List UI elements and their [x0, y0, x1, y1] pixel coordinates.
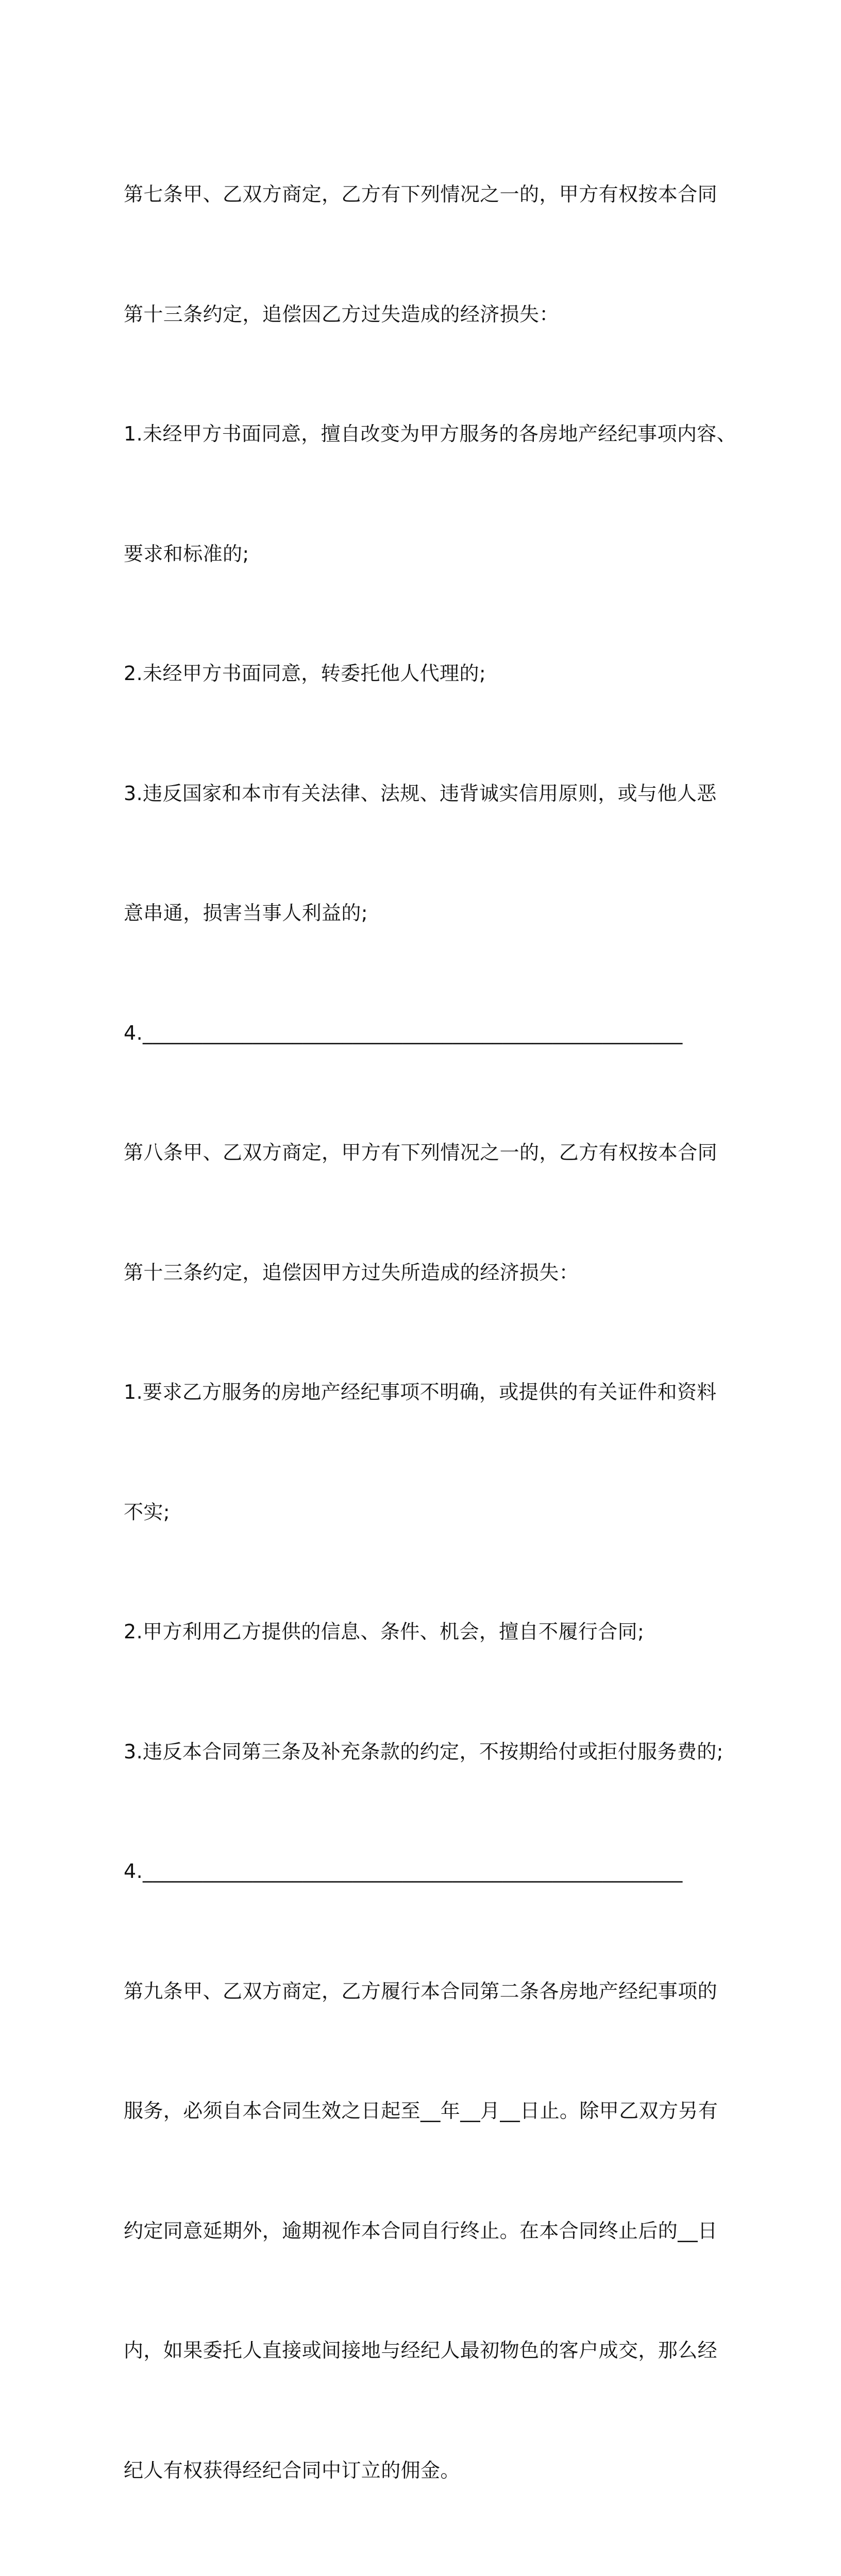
- article-9-line-4: 内，如果委托人直接或间接地与经纪人最初物色的客户成交，那么经: [124, 2339, 718, 2362]
- article-7-line-2: 第十三条约定，追偿因乙方过失造成的经济损失：: [124, 302, 559, 326]
- article-7-item-2: 2.未经甲方书面同意，转委托他人代理的;: [124, 662, 486, 685]
- article-7-line-1: 第七条甲、乙双方商定，乙方有下列情况之一的，甲方有权按本合同: [124, 183, 718, 206]
- article-8-item-4-blank: 4.______________________________________________________: [124, 1860, 683, 1883]
- article-7-item-4-blank: 4.______________________________________________________: [124, 1021, 683, 1044]
- article-7-item-1-line-2: 要求和标准的;: [124, 542, 249, 565]
- article-8-item-3: 3.违反本合同第三条及补充条款的约定，不按期给付或拒付服务费的;: [124, 1740, 724, 1763]
- article-8-item-1-line-1: 1.要求乙方服务的房地产经纪事项不明确，或提供的有关证件和资料: [124, 1381, 717, 1403]
- article-9-line-5: 纪人有权获得经纪合同中订立的佣金。: [124, 2459, 460, 2482]
- article-7-item-3-line-1: 3.违反国家和本市有关法律、法规、违背诚实信用原则，或与他人恶: [124, 782, 717, 805]
- article-9-line-1: 第九条甲、乙双方商定，乙方履行本合同第二条各房地产经纪事项的: [124, 1979, 718, 2003]
- article-10-line-1: [124, 2570, 711, 2576]
- article-9-line-3: 约定同意延期外，逾期视作本合同自行终止。在本合同终止后的__日: [124, 2219, 718, 2242]
- article-8-line-1: 第八条甲、乙双方商定，甲方有下列情况之一的，乙方有权按本合同: [124, 1141, 718, 1164]
- document-page: [124, 95, 737, 2576]
- article-9-line-2: 服务，必须自本合同生效之日起至__年__月__日止。除甲乙双方另有: [124, 2099, 718, 2122]
- article-8-item-1-line-2: 不实;: [124, 1500, 171, 1523]
- article-8-item-2: 2.甲方利用乙方提供的信息、条件、机会，擅自不履行合同;: [124, 1620, 645, 1643]
- article-7-item-3-line-2: 意串通，损害当事人利益的;: [124, 902, 368, 924]
- article-7-item-1-line-1: 1.未经甲方书面同意，擅自改变为甲方服务的各房地产经纪事项内容、: [124, 422, 737, 445]
- article-8-line-2: 第十三条约定，追偿因甲方过失所造成的经济损失：: [124, 1261, 579, 1284]
